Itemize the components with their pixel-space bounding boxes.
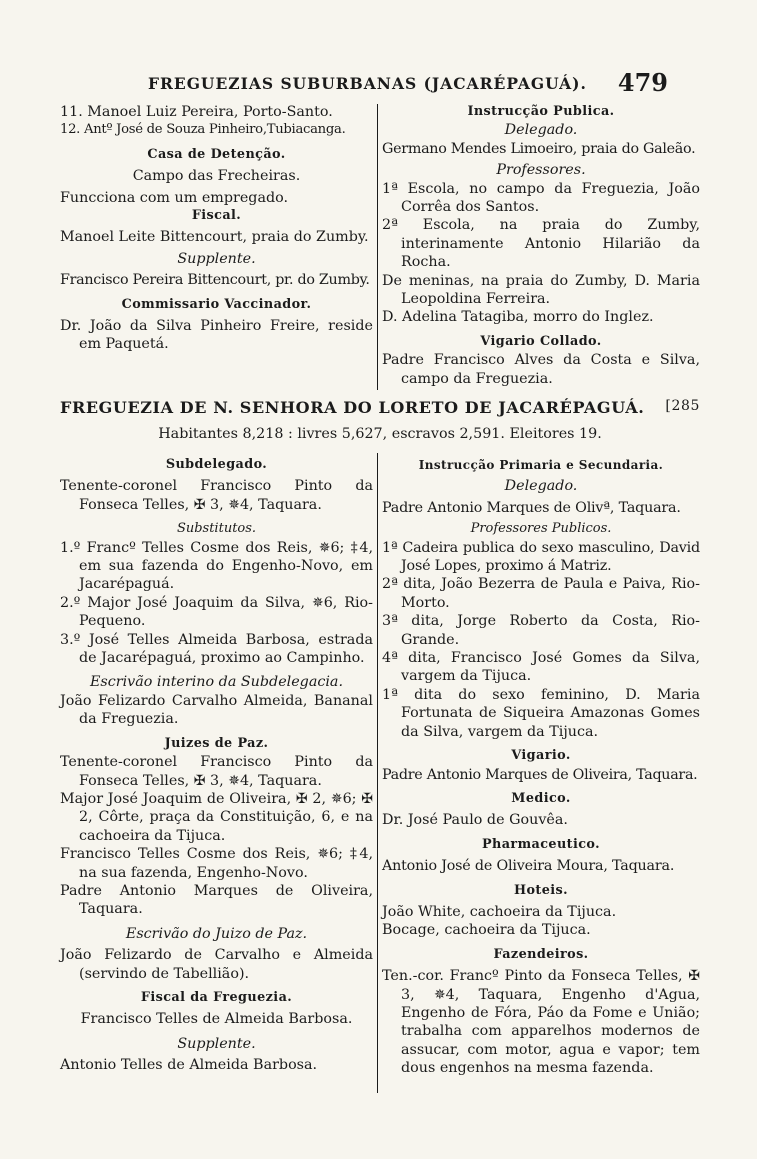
juiz-2: Major José Joaquim de Oliveira, ✠ 2, ✵6; ✠ 2, Côrte, praça da Constituição, 6, e na cachoeira da Tijuca. <box>60 790 374 844</box>
vigario-heading: Vigario. <box>511 748 571 764</box>
professores-publicos-heading: Professores Publicos. <box>470 521 612 537</box>
section-title-text: FREGUEZIA DE N. SENHORA DO LORETO DE JACARÉPAGUÁ. <box>60 398 645 417</box>
fiscal-text: Manoel Leite Bittencourt, praia do Zumby. <box>60 229 369 246</box>
delegado-text-2: Padre Antonio Marques de Olivª, Taquara. <box>382 499 681 516</box>
subdelegado-heading: Subdelegado. <box>165 457 268 472</box>
escrivao-subdelegacia-text: João Felizardo Carvalho Almeida, Bananal da Freguezia. <box>60 692 373 728</box>
casa-detencao-text-2: Funcciona com um empregado. <box>60 189 289 206</box>
juiz-1: Tenente-coronel Francisco Pinto da Fonseca Telles, ✠ 3, ✵4, Taquara. <box>60 754 373 789</box>
supplente-freguezia-text: Antonio Telles de Almeida Barbosa. <box>60 1057 318 1074</box>
escola-meninas: De meninas, na praia do Zumby, D. Maria Leopoldina Ferreira. <box>382 272 700 308</box>
supplente-heading: Supplente. <box>177 250 256 267</box>
substituto-2: 2.º Major José Joaquim da Silva, ✵6, Rio-Pequeno. <box>60 594 373 630</box>
vigario-collado-text: Padre Francisco Alves da Costa e Silva, campo da Freguezia. <box>382 352 700 387</box>
order-star-icon: ✵ <box>330 790 343 807</box>
instrucao-publica-heading: Instrucção Publica. <box>467 104 615 119</box>
juiz-3: Francisco Telles Cosme dos Reis, ✵6; ‡4, na sua fazenda, Engenho-Novo. <box>60 846 373 881</box>
professores-heading: Professores. <box>496 162 586 179</box>
professor-3: 3ª dita, Jorge Roberto da Costa, Rio-Grande. <box>382 613 700 648</box>
juiz-4: Padre Antonio Marques de Oliveira, Taquara. <box>60 882 373 918</box>
order-cross-icon: ✠ <box>688 968 700 985</box>
order-star-icon: ✵ <box>318 539 331 556</box>
delegado-text: Germano Mendes Limoeiro, praia do Galeão. <box>382 140 696 157</box>
professor-2: 2ª dita, João Bezerra de Paula e Paiva, Rio-Morto. <box>382 576 700 611</box>
entry-line-12: 12. Antº José de Souza Pinheiro,Tubiacanga. <box>60 122 346 138</box>
page-header <box>148 68 668 100</box>
escola-2: 2ª Escola, na praia do Zumby, interinamente Antonio Hilarião da Rocha. <box>382 217 700 271</box>
medico-text: Dr. José Paulo de Gouvêa. <box>382 812 568 829</box>
right-column <box>382 456 700 1078</box>
order-star-icon: ✵ <box>311 594 324 611</box>
population-line: Habitantes 8,218 : livres 5,627, escravos 2,591. Eleitores 19. <box>158 426 602 442</box>
fiscal-freguezia-heading: Fiscal da Freguezia. <box>140 989 293 1005</box>
left-column <box>60 456 373 1075</box>
top-right-column <box>382 103 700 388</box>
professor-4: 4ª dita, Francisco José Gomes da Silva, vargem da Tijuca. <box>382 650 700 685</box>
vigario-text: Padre Antonio Marques de Oliveira, Taquara. <box>382 766 698 783</box>
casa-detencao-text: Campo das Frecheiras. <box>132 168 301 185</box>
order-double-cross-icon: ‡ <box>349 846 360 863</box>
substitutos-heading: Substitutos. <box>176 521 257 537</box>
pharmaceutico-heading: Pharmaceutico. <box>482 836 600 852</box>
fiscal-freguezia-text: Francisco Telles de Almeida Barbosa. <box>80 1011 353 1028</box>
page-number: 479 <box>617 68 668 97</box>
substituto-1: 1.º Francº Telles Cosme dos Reis, ✵6; ‡4, em sua fazenda do Engenho-Novo, em Jacarépaguá. <box>60 539 374 593</box>
fiscal-heading: Fiscal. <box>191 208 242 224</box>
supplente-text: Francisco Pereira Bittencourt, pr. do Zumby. <box>60 272 370 289</box>
hotel-1: João White, cachoeira da Tijuca. <box>382 903 617 920</box>
column-divider-top <box>377 104 378 390</box>
escola-adelina: D. Adelina Tatagiba, morro do Inglez. <box>382 309 654 326</box>
order-cross-icon: ✠ <box>193 496 206 513</box>
delegado-heading: Delegado. <box>504 122 578 139</box>
order-star-icon: ✵ <box>433 986 446 1003</box>
escola-1: 1ª Escola, no campo da Freguezia, João Corrêa dos Santos. <box>382 180 700 216</box>
page-title: FREGUEZIAS SUBURBANAS (JACARÉPAGUÁ). <box>148 74 587 93</box>
fazendeiros-heading: Fazendeiros. <box>493 946 589 962</box>
juizes-heading: Juizes de Paz. <box>164 735 269 751</box>
order-star-icon: ✵ <box>228 496 240 513</box>
vaccinador-text: Dr. João da Silva Pinheiro Freire, reside em Paquetá. <box>60 318 373 353</box>
professor-1: 1ª Cadeira publica do sexo masculino, David José Lopes, proximo á Matriz. <box>382 539 700 575</box>
substituto-3: 3.º José Telles Almeida Barbosa, estrada de Jacarépaguá, proximo ao Campinho. <box>60 631 373 667</box>
professora-1: 1ª dita do sexo feminino, D. Maria Fortunata de Siqueira Amazonas Gomes da Silva, vargem da Tijuca. <box>382 686 700 740</box>
medico-heading: Medico. <box>511 790 571 806</box>
delegado-heading-2: Delegado. <box>504 478 578 495</box>
hotel-2: Bocage, cachoeira da Tijuca. <box>382 922 591 939</box>
escrivao-subdelegacia-heading: Escrivão interino da Subdelegacia. <box>89 674 344 691</box>
order-cross-icon: ✠ <box>295 790 308 807</box>
section-title <box>60 398 700 417</box>
escrivao-juizo-text: João Felizardo de Carvalho e Almeida (servindo de Tabellião). <box>60 947 373 982</box>
top-left-column <box>60 103 373 354</box>
subdelegado-text: Tenente-coronel Francisco Pinto da Fonseca Telles, ✠ 3, ✵4, Taquara. <box>60 478 373 513</box>
casa-detencao-heading: Casa de Detenção. <box>147 146 286 162</box>
order-star-icon: ✵ <box>228 772 240 789</box>
fazendeiro-1: Ten.-cor. Francº Pinto da Fonseca Telles, ✠ 3, ✵4, Taquara, Engenho d'Agua, Engenho de Fóra, Páo da Fome e União; trabalha com apparelhos modernos de assucar, com motor, agua e vapor; tem dous engenhos na mesma fazenda. <box>382 968 701 1077</box>
vigario-collado-heading: Vigario Collado. <box>480 333 602 349</box>
entry-line-11: 11. Manoel Luiz Pereira, Porto-Santo. <box>60 104 333 120</box>
order-double-cross-icon: ‡ <box>350 539 360 556</box>
pharmaceutico-text: Antonio José de Oliveira Moura, Taquara. <box>382 858 675 875</box>
order-star-icon: ✵ <box>317 846 330 863</box>
escrivao-juizo-heading: Escrivão do Juizo de Paz. <box>125 925 308 942</box>
section-code: [285 <box>665 398 700 414</box>
hoteis-heading: Hoteis. <box>514 882 568 898</box>
order-cross-icon: ✠ <box>193 772 206 789</box>
instrucao-primaria-heading: Instrucção Primaria e Secundaria. <box>418 458 664 472</box>
vaccinador-heading: Commissario Vaccinador. <box>121 296 312 312</box>
column-divider-bottom <box>377 453 378 1093</box>
supplente-freguezia-heading: Supplente. <box>177 1035 256 1052</box>
order-cross-icon: ✠ <box>361 790 374 807</box>
